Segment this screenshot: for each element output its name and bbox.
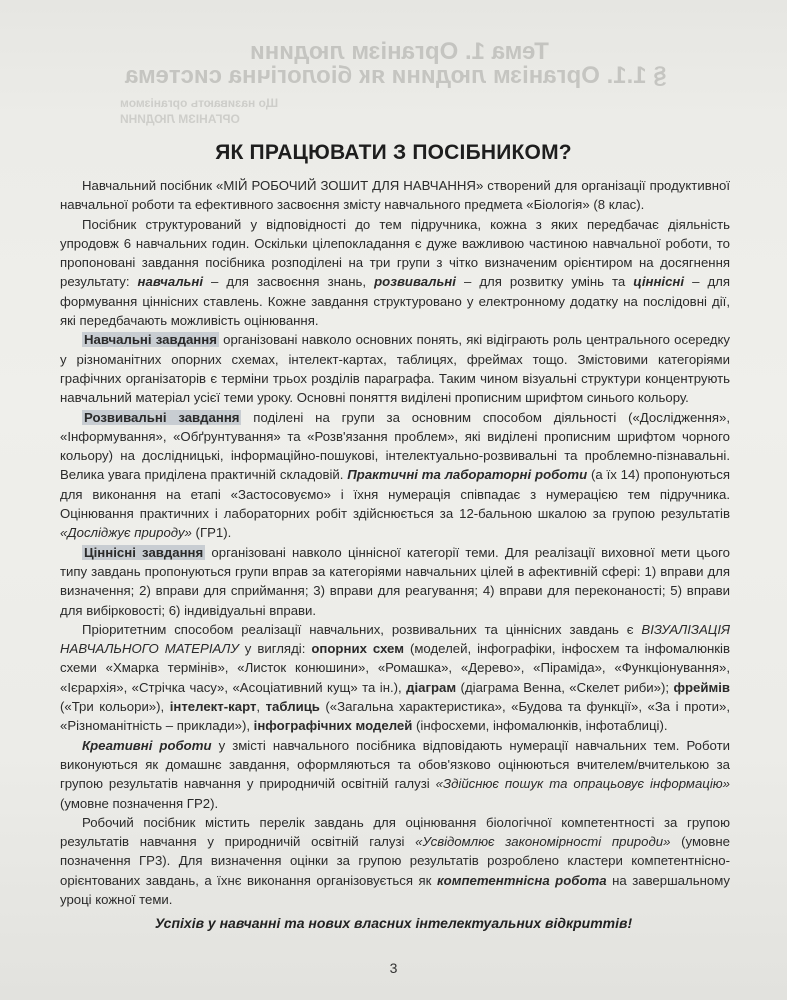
bleed-through-text: ОРГАНІЗМ ЛЮДИНИ	[120, 112, 240, 126]
highlight-learning-tasks: Навчальні завдання	[84, 332, 217, 348]
bleed-through-text: Тема 1. Організм людини	[250, 38, 549, 65]
bleed-through-text: § 1.1. Організм людини як біологічна система	[125, 62, 667, 89]
paragraph-assessment: Робочий посібник містить перелік завдань для оцінювання біологічної компетентності за групою результатів навчання у природничій освітній галузі «Усвідомлює закономірності природи» (умовне позначення ГР3). Для визначення оцінки за групою результатів розроблено кластери компетентнісно-орієнтованих завдань, а їхнє виконання організовується як компетентнісна робота на завершальному уроці кожної теми.	[60, 814, 731, 907]
body-text	[60, 176, 730, 909]
page-number: 3	[389, 960, 398, 976]
closing-wish: Успіхів у навчанні та нових власних інтелектуальних відкриттів!	[154, 915, 633, 931]
highlight-developing-tasks: Розвивальні завдання	[84, 409, 240, 425]
paragraph-visualization: Пріоритетним способом реалізації навчальних, розвивальних та ціннісних завдань є ВІЗУАЛІЗАЦІЯ НАВЧАЛЬНОГО МАТЕРІАЛУ у вигляді: опорних схем (моделей, інфографіки, інфосхем та інфомалюнків схеми «Хмарка термінів», «Листок конюшини», «Ромашка», «Дерево», «Піраміда», «Функціонування», «Ієрархія», «Стрічка часу», «Асоціативний кущ» та ін.), діаграм (діаграма Венна, «Скелет риби»); фреймів («Три кольори»), інтелект-карт, таблиць («Загальна характеристика», «Будова та функції», «За і проти», «Різноманітність – приклади»), інфографічних моделей (інфосхеми, інфомалюнків, інфотаблиці).	[60, 621, 731, 734]
highlight-value-tasks: Ціннісні завдання	[84, 544, 204, 560]
paragraph-creative-works: Креативні роботи у змісті навчального посібника відповідають нумерації навчальних тем. Роботи виконуються як домашнє завдання, оформляються та обов'язково оцінюються вчителем/вчителькою за групою результатів навчання у природничій освітній галузі «Здійснює пошук та опрацьовує інформацію» (умовне позначення ГР2).	[60, 737, 730, 811]
paragraph-developing-tasks: Розвивальні завдання поділені на групи за основним способом діяльності («Дослідження», «Інформування», «Обґрунтування» та «Розв'язання проблем», які виділені прописним шрифтом чорного кольору) на дослідницькі, інформаційно-пошукові, інтелектуально-розвивальні та проблемно-пізнавальні. Велика увага приділена практичній складовій. Практичні та лабораторні роботи (а їх 14) пропонуються для виконання на етапі «Застосовуємо» і їхня нумерація співпадає з нумерацією тем підручника. Оцінювання практичних і лабораторних робіт здійснюється за 12-бальною шкалою за групою результатів «Досліджує природу» (ГР1).	[60, 409, 731, 541]
paragraph-intro: Навчальний посібник «МІЙ РОБОЧИЙ ЗОШИТ ДЛЯ НАВЧАННЯ» створений для організації продуктивної навчальної роботи та ефективного засвоєння змісту навчального предмета «Біологія» (8 клас).	[60, 178, 730, 213]
paragraph-learning-tasks: Навчальні завдання організовані навколо основних понять, які відіграють роль центрального осередку у різноманітних опорних схемах, інтелект-картах, таблицях, фреймах тощо. Змістовими категоріями графічних організаторів є терміни трьох розділів параграфа. Таким чином візуальні структури концентрують навчальний матеріал усієї теми уроку. Основні поняття виділені прописним шрифтом синього кольору.	[60, 332, 731, 406]
page-title: ЯК ПРАЦЮВАТИ З ПОСІБНИКОМ?	[215, 141, 572, 164]
paragraph-structure: Посібник структурований у відповідності до тем підручника, кожна з яких передбачає діяльність упродовж 6 навчальних годин. Оскільки цілепокладання є дуже важливою частиною навчальної роботи, то пропоновані завдання посібника розподілені на три групи з чітко визначеним орієнтиром на досягнення результату: навчальні – для засвоєння знань, розвивальні – для розвитку умінь та ціннісні – для формування ціннісних ставлень. Кожне завдання структуровано у електронному додатку на послідовні дії, які передбачають можливість оцінювання.	[60, 216, 730, 329]
paragraph-value-tasks: Ціннісні завдання організовані навколо ціннісної категорії теми. Для реалізації виховної мети цього типу завдань пропонуються групи вправ за категоріями навчальних цілей в афективній сфері: 1) вправи для визначення; 2) вправи для сприймання; 3) вправи для реагування; 4) вправи для переконаності; 5) вправи для вибірковості; 6) індивідуальні вправи.	[60, 544, 731, 618]
bleed-through-text: Що називають організмом	[120, 96, 279, 110]
